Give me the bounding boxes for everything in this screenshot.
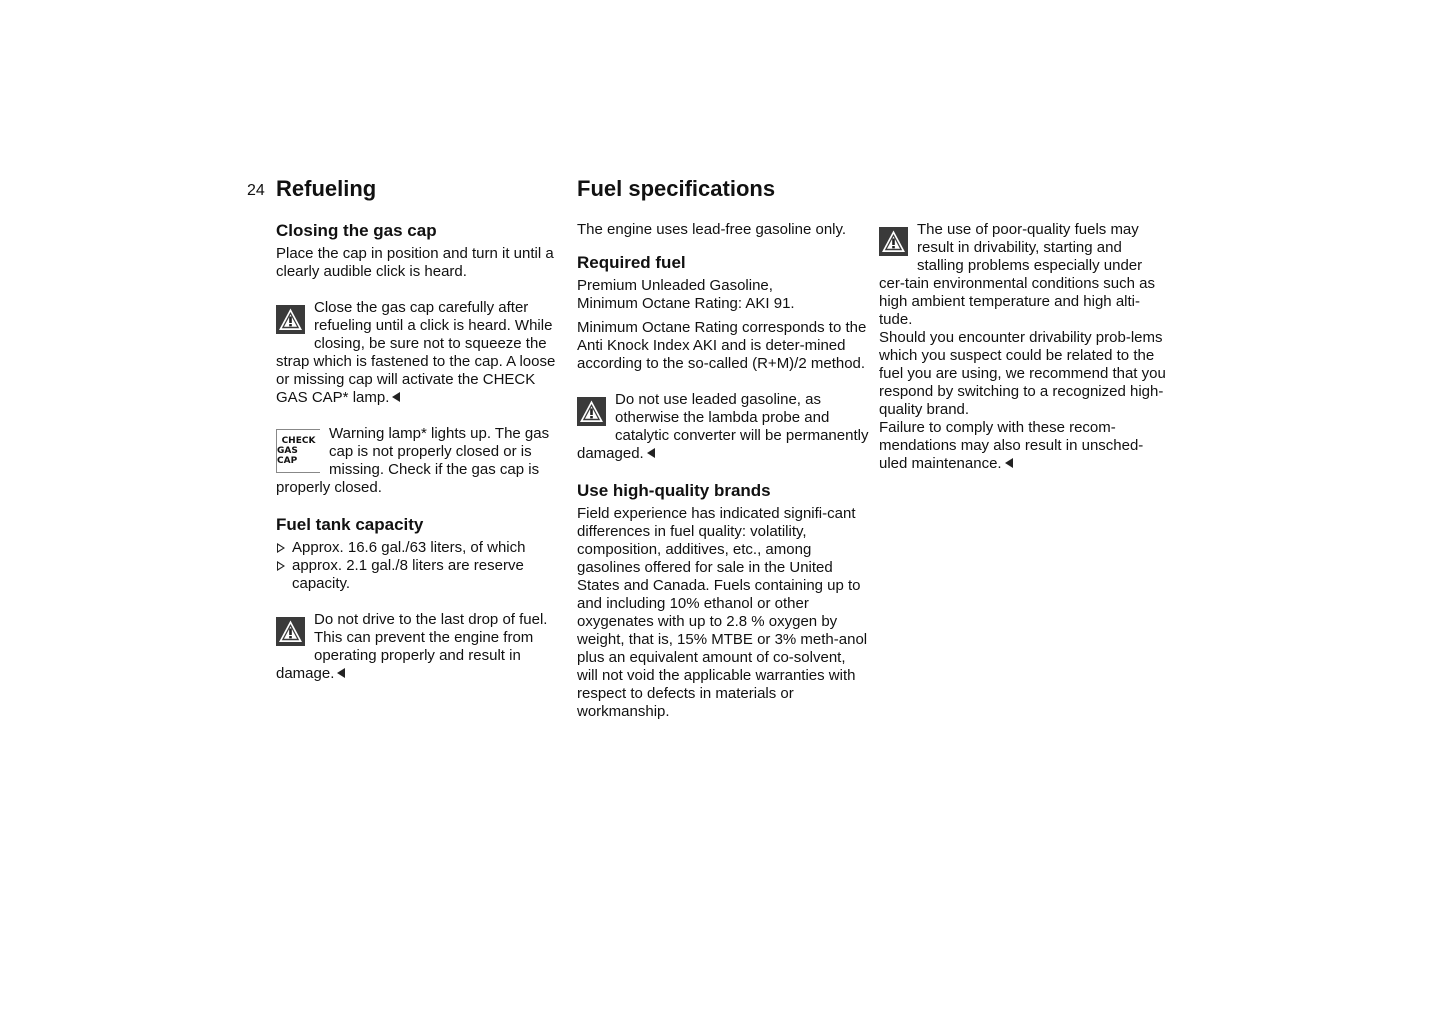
warning-last-drop-text: Do not drive to the last drop of fuel. This can prevent the engine from operating properly and result in damage. (276, 611, 548, 682)
lamp-note-text: Warning lamp* lights up. The gas cap is not properly closed or is missing. Check if the gas cap is properly closed. (276, 425, 550, 496)
refueling-content (276, 221, 566, 683)
poor-fuel-text-3: Failure to comply with these recom-mendations may also result in unsched-uled maintenance. (879, 419, 1144, 472)
warning-gas-cap-text: Close the gas cap carefully after refueling until a click is heard. While closing, be sure not to squeeze the strap which is fastened to the cap. A loose or missing cap will activate the CHECK GAS CAP* lamp. (276, 299, 556, 406)
closing-gas-cap-text: Place the cap in position and turn it until a clearly audible click is heard. (276, 245, 554, 280)
tank-capacity-list (276, 539, 566, 593)
warning-triangle-icon (276, 305, 305, 334)
required-fuel-line1: Premium Unleaded Gasoline, (577, 277, 773, 294)
fuel-intro-text: The engine uses lead-free gasoline only. (577, 221, 847, 238)
warning-note-last-drop (276, 611, 566, 683)
poor-fuel-text-2: Should you encounter drivability prob-lems which you suspect could be related to the fuel you are using, we recommend that you respond by switching to a recognized high-quality brand. (879, 329, 1166, 418)
check-gas-cap-lamp-icon (276, 429, 320, 473)
end-of-section-icon (1005, 458, 1013, 468)
page-number: 24 (247, 182, 265, 199)
poor-fuel-text-1: The use of poor-quality fuels may result in drivability, starting and stalling problems especially under cer-tain environmental conditions such as high ambient temperature and high alti-tude. (879, 221, 1155, 328)
end-of-section-icon (392, 392, 400, 402)
required-fuel-line2: Minimum Octane Rating: AKI 91. (577, 295, 795, 312)
section-title-refueling: Refueling (276, 176, 377, 201)
warning-triangle-icon (879, 227, 908, 256)
bullet-triangle-icon (277, 543, 285, 553)
high-quality-brands-text: Field experience has indicated signifi-cant differences in fuel quality: volatility, composition, additives, etc., among gasolines offered for sale in the United States and Canada. Fuels containing up to and including 10% ethanol or other oxygenates with up to 2.8 % oxygen by weight, that is, 15% MTBE or 3% meth-anol plus an equivalent amount of co-solvent, will not void the applicable warranties with respect to defects in materials or workmanship. (577, 505, 868, 720)
end-of-section-icon (337, 668, 345, 678)
list-item: Approx. 16.6 gal./63 liters, of which (276, 539, 566, 557)
warning-note-gas-cap (276, 299, 566, 407)
bullet-triangle-icon (277, 561, 285, 571)
heading-required-fuel: Required fuel (577, 253, 686, 272)
heading-closing-gas-cap: Closing the gas cap (276, 221, 437, 240)
warning-note-poor-fuel (879, 221, 1171, 473)
warning-triangle-icon (276, 617, 305, 646)
section-title-fuel-specifications: Fuel specifications (577, 176, 776, 201)
heading-fuel-tank-capacity: Fuel tank capacity (276, 515, 424, 534)
lamp-label-line2: GAS CAP (277, 446, 298, 466)
warning-note-leaded (577, 391, 869, 463)
octane-rating-text: Minimum Octane Rating corresponds to the Anti Knock Index AKI and is deter-mined according to the so-called (R+M)/2 method. (577, 319, 867, 372)
heading-high-quality-brands: Use high-quality brands (577, 481, 771, 500)
lamp-note (276, 425, 566, 497)
list-item: approx. 2.1 gal./8 liters are reserve capacity. (276, 557, 566, 593)
warning-triangle-icon (577, 397, 606, 426)
warning-leaded-text: Do not use leaded gasoline, as otherwise the lambda probe and catalytic converter will be permanently damaged. (577, 391, 869, 462)
fuel-spec-content (577, 221, 869, 721)
end-of-section-icon (647, 448, 655, 458)
fuel-quality-content (879, 221, 1171, 473)
lamp-label-line1: CHECK (281, 436, 316, 446)
